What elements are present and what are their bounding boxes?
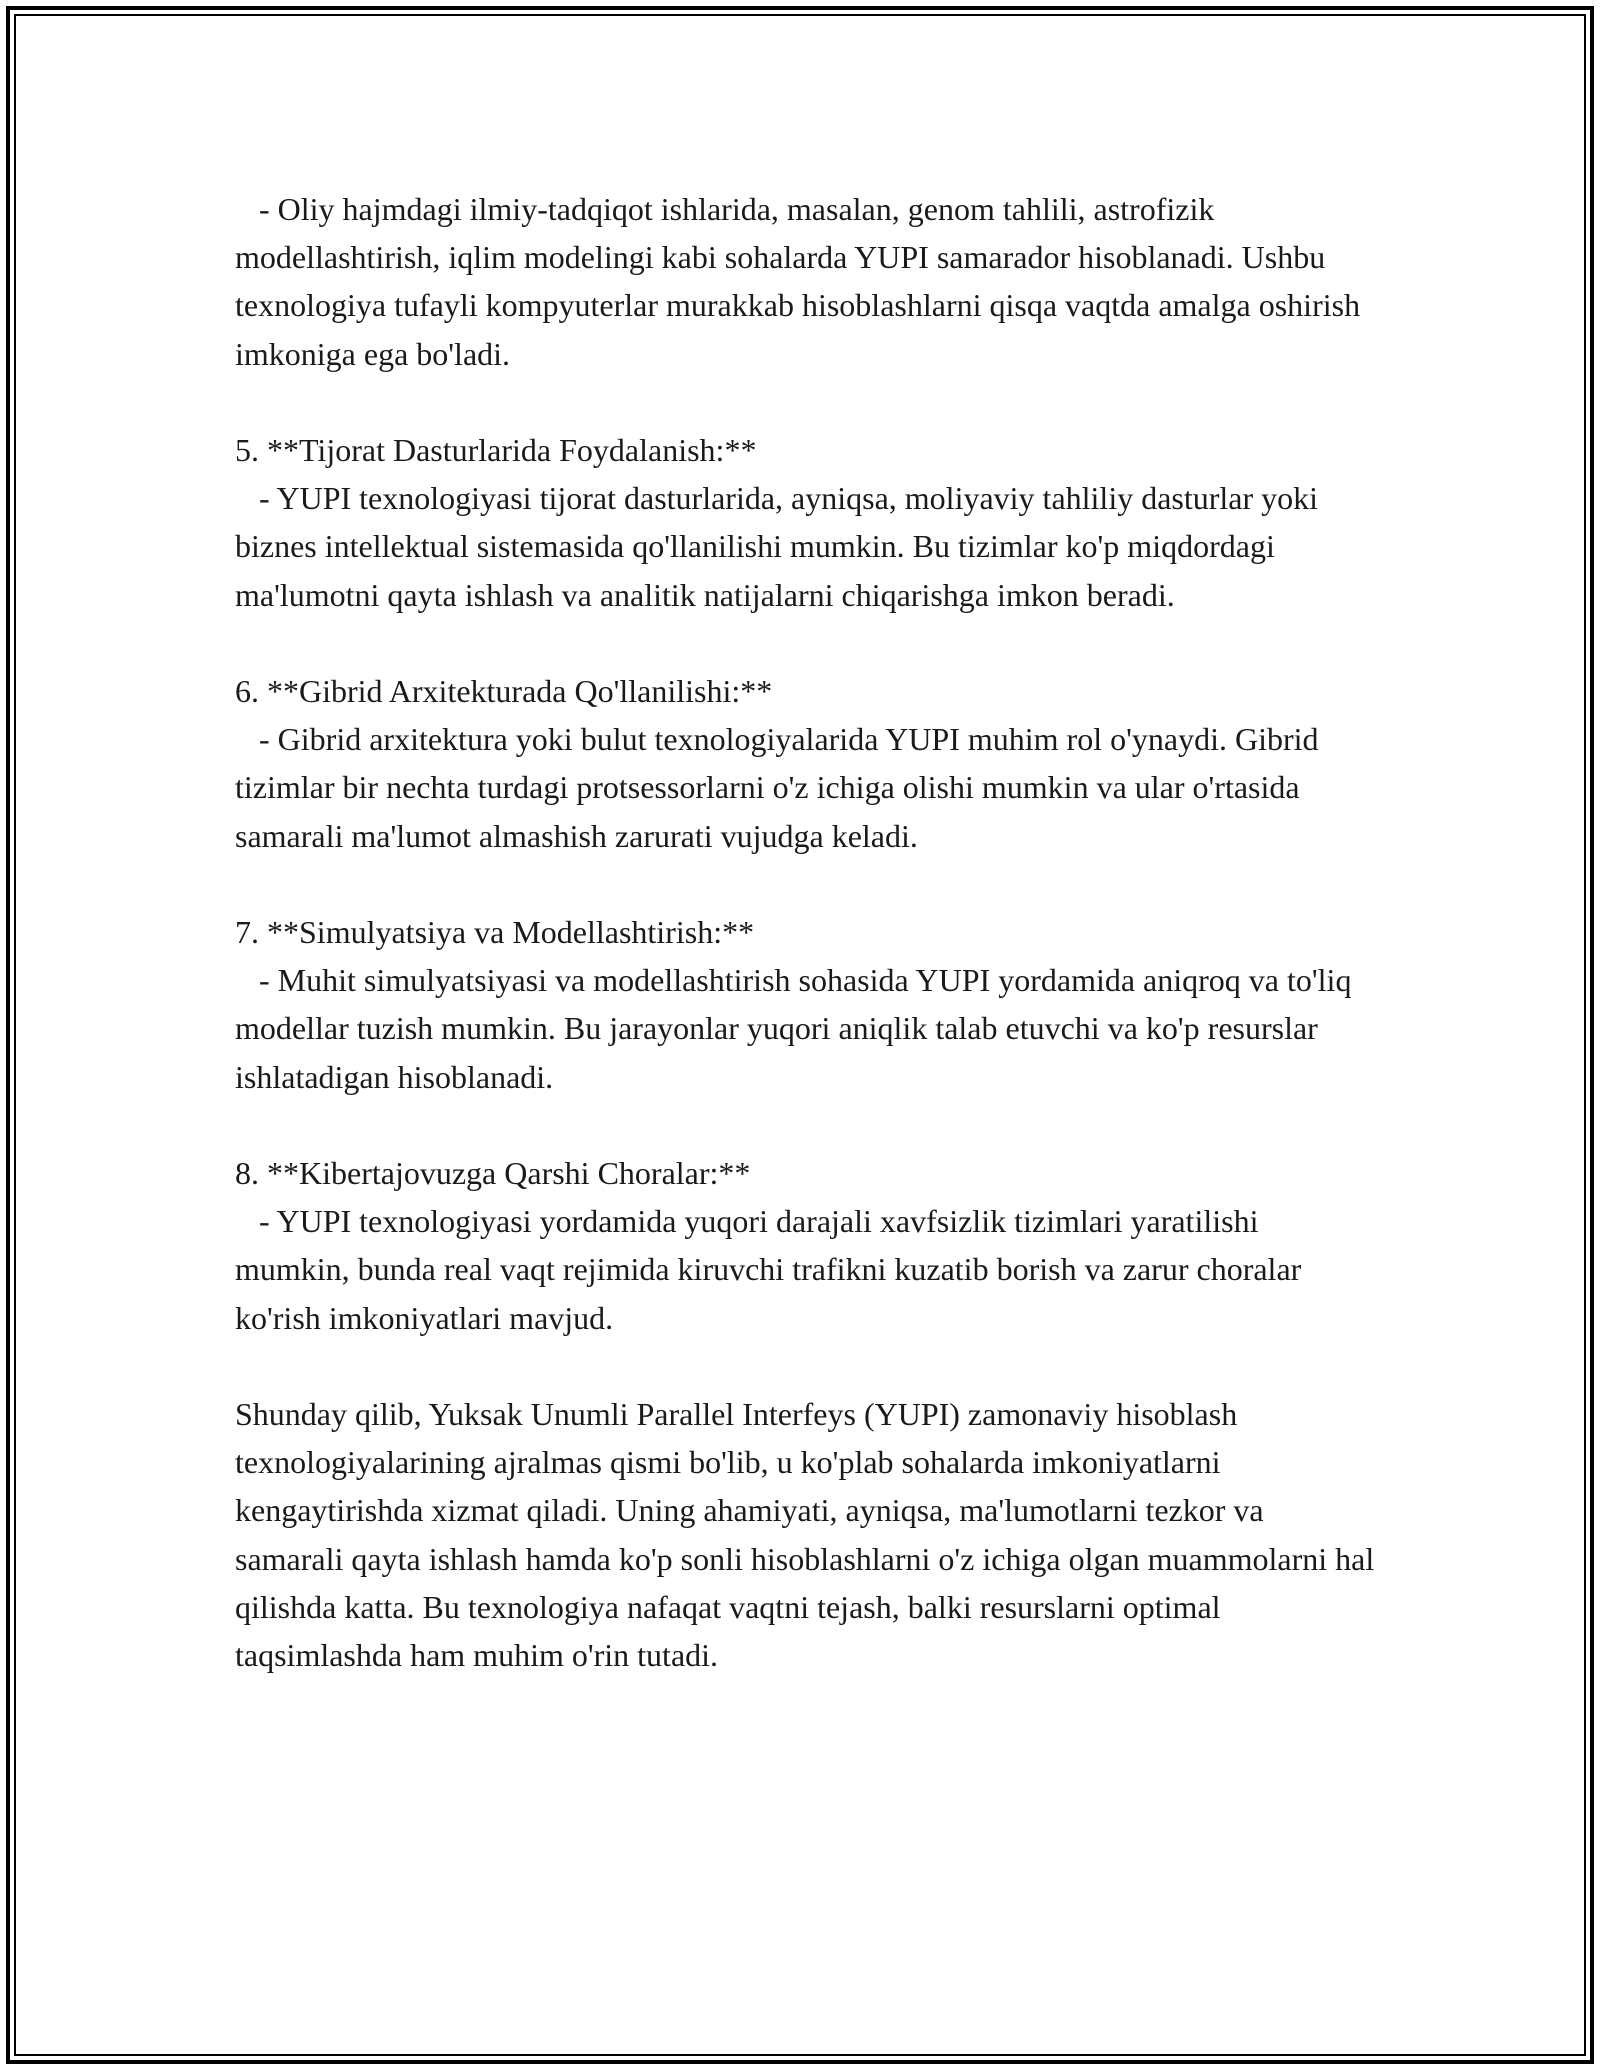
section-7 (235, 908, 1375, 1101)
section-heading: 7. **Simulyatsiya va Modellashtirish:** (235, 914, 755, 950)
section-heading: 5. **Tijorat Dasturlarida Foydalanish:** (235, 432, 757, 468)
section-heading: 6. **Gibrid Arxitekturada Qo'llanilishi:** (235, 673, 773, 709)
section-6 (235, 667, 1375, 860)
section-body: - YUPI texnologiyasi tijorat dasturlarida, ayniqsa, moliyaviy tahliliy dasturlar yoki biznes intellektual sistemasida qo'llanilishi mumkin. Bu tizimlar ko'p miqdordagi ma'lumotni qayta ishlash va analitik natijalarni chiqarishga imkon beradi. (235, 480, 1327, 613)
document-body (235, 185, 1383, 1727)
section-8 (235, 1149, 1375, 1342)
section-5 (235, 426, 1375, 619)
section-body: - Muhit simulyatsiyasi va modellashtirish sohasida YUPI yordamida aniqroq va to'liq modellar tuzish mumkin. Bu jarayonlar yuqori aniqlik talab etuvchi va ko'p resurslar ishlatadigan hisoblanadi. (235, 962, 1360, 1095)
section-heading: 8. **Kibertajovuzga Qarshi Choralar:** (235, 1155, 751, 1191)
intro-paragraph: - Oliy hajmdagi ilmiy-tadqiqot ishlarida, masalan, genom tahlili, astrofizik modellashtirish, iqlim modelingi kabi sohalarda YUPI samarador hisoblanadi. Ushbu texnologiya tufayli kompyuterlar murakkab hisoblashlarni qisqa vaqtda amalga oshirish imkoniga ega bo'ladi. (235, 191, 1369, 372)
section-body: - YUPI texnologiyasi yordamida yuqori darajali xavfsizlik tizimlari yaratilishi mumkin, bunda real vaqt rejimida kiruvchi trafikni kuzatib borish va zarur choralar ko'rish imkoniyatlari mavjud. (235, 1203, 1310, 1336)
conclusion-paragraph: Shunday qilib, Yuksak Unumli Parallel Interfeys (YUPI) zamonaviy hisoblash texnologiyalarining ajralmas qismi bo'lib, u ko'plab sohalarda imkoniyatlarni kengaytirishda xizmat qiladi. Uning ahamiyati, ayniqsa, ma'lumotlarni tezkor va samarali qayta ishlash hamda ko'p sonli hisoblashlarni o'z ichiga olgan muammolarni hal qilishda katta. Bu texnologiya nafaqat vaqtni tejash, balki resurslarni optimal taqsimlashda ham muhim o'rin tutadi. (235, 1396, 1383, 1674)
section-body: - Gibrid arxitektura yoki bulut texnologiyalarida YUPI muhim rol o'ynaydi. Gibrid tizimlar bir nechta turdagi protsessorlarni o'z ichiga olishi mumkin va ular o'rtasida samarali ma'lumot almashish zarurati vujudga keladi. (235, 721, 1327, 854)
